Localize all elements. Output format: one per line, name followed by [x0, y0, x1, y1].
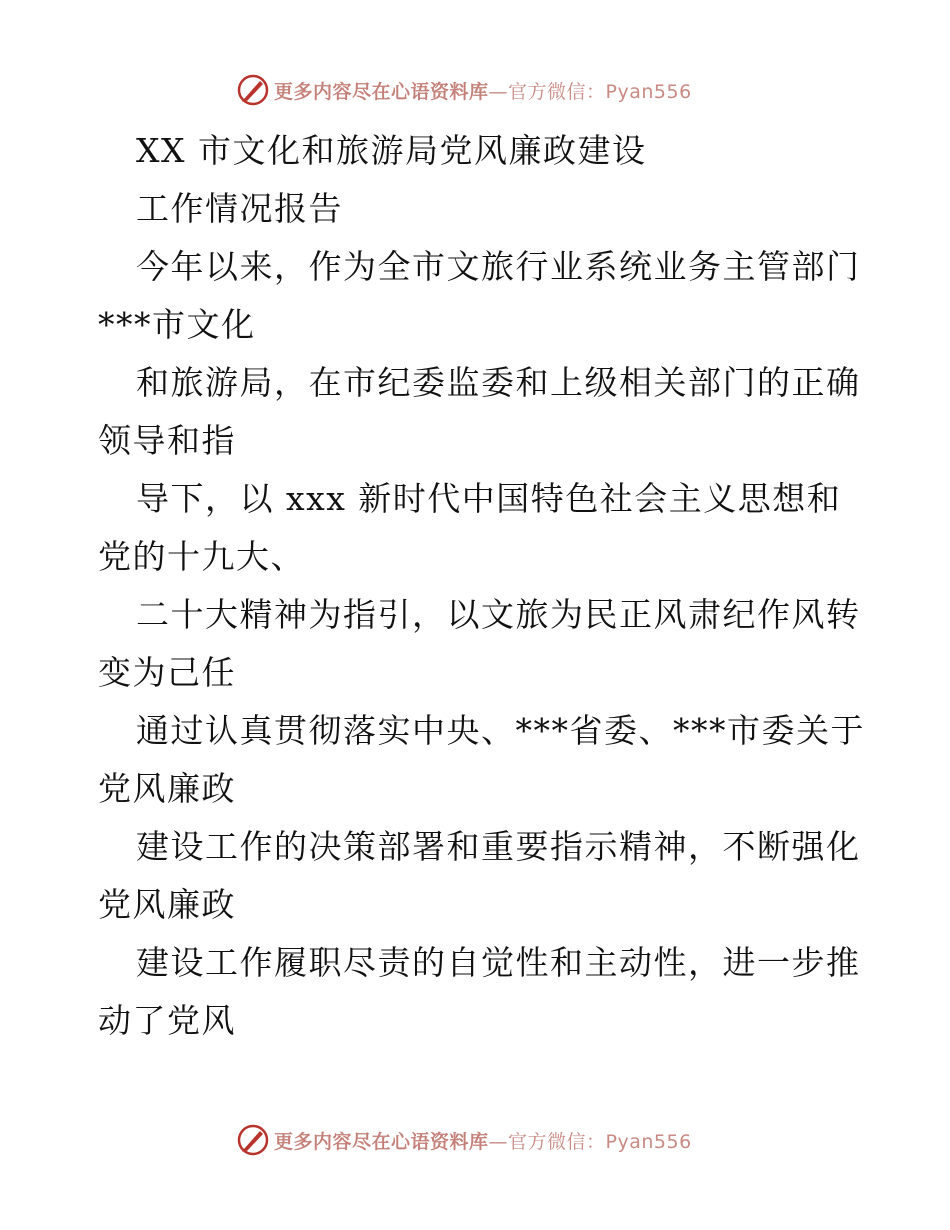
document-title-line-1: XX 市文化和旅游局党风廉政建设	[136, 131, 647, 170]
paragraph-line: 动了党风	[98, 1001, 236, 1040]
quill-logo-icon	[236, 73, 270, 107]
watermark-text	[274, 77, 692, 104]
paragraph-line: 党的十九大、	[98, 537, 305, 576]
document-body	[98, 122, 865, 1050]
watermark-separator: —	[488, 80, 509, 103]
watermark-wechat-id: Pyan556	[605, 80, 692, 103]
document-title-line-2: 工作情况报告	[136, 189, 343, 228]
watermark-wechat-label: 官方微信：	[508, 80, 606, 103]
paragraph-line: 党风廉政	[98, 769, 236, 808]
footer-watermark	[236, 1122, 692, 1158]
paragraph-line: 建设工作履职尽责的自觉性和主动性，进一步推	[136, 943, 861, 982]
watermark-wechat-label: 官方微信：	[508, 1130, 606, 1153]
paragraph-line: 和旅游局，在市纪委监委和上级相关部门的正确	[136, 363, 861, 402]
watermark-text	[274, 1127, 692, 1154]
watermark-wechat-id: Pyan556	[605, 1130, 692, 1153]
paragraph-line: 二十大精神为指引，以文旅为民正风肃纪作风转	[136, 595, 861, 634]
paragraph-line: 变为己任	[98, 653, 236, 692]
quill-logo-icon	[236, 1123, 270, 1157]
paragraph-line: 通过认真贯彻落实中央、***省委、***市委关于	[136, 711, 865, 750]
paragraph-line: 建设工作的决策部署和重要指示精神，不断强化	[136, 827, 861, 866]
watermark-main-text: 更多内容尽在心语资料库	[274, 80, 489, 103]
paragraph-line: 今年以来，作为全市文旅行业系统业务主管部门	[136, 247, 861, 286]
paragraph-line: 导下，以 xxx 新时代中国特色社会主义思想和	[136, 479, 842, 518]
paragraph-line: 党风廉政	[98, 885, 236, 924]
watermark-main-text: 更多内容尽在心语资料库	[274, 1130, 489, 1153]
watermark-separator: —	[488, 1130, 509, 1153]
paragraph-line: 领导和指	[98, 421, 236, 460]
header-watermark	[236, 72, 692, 108]
paragraph-line: ***市文化	[98, 305, 256, 344]
